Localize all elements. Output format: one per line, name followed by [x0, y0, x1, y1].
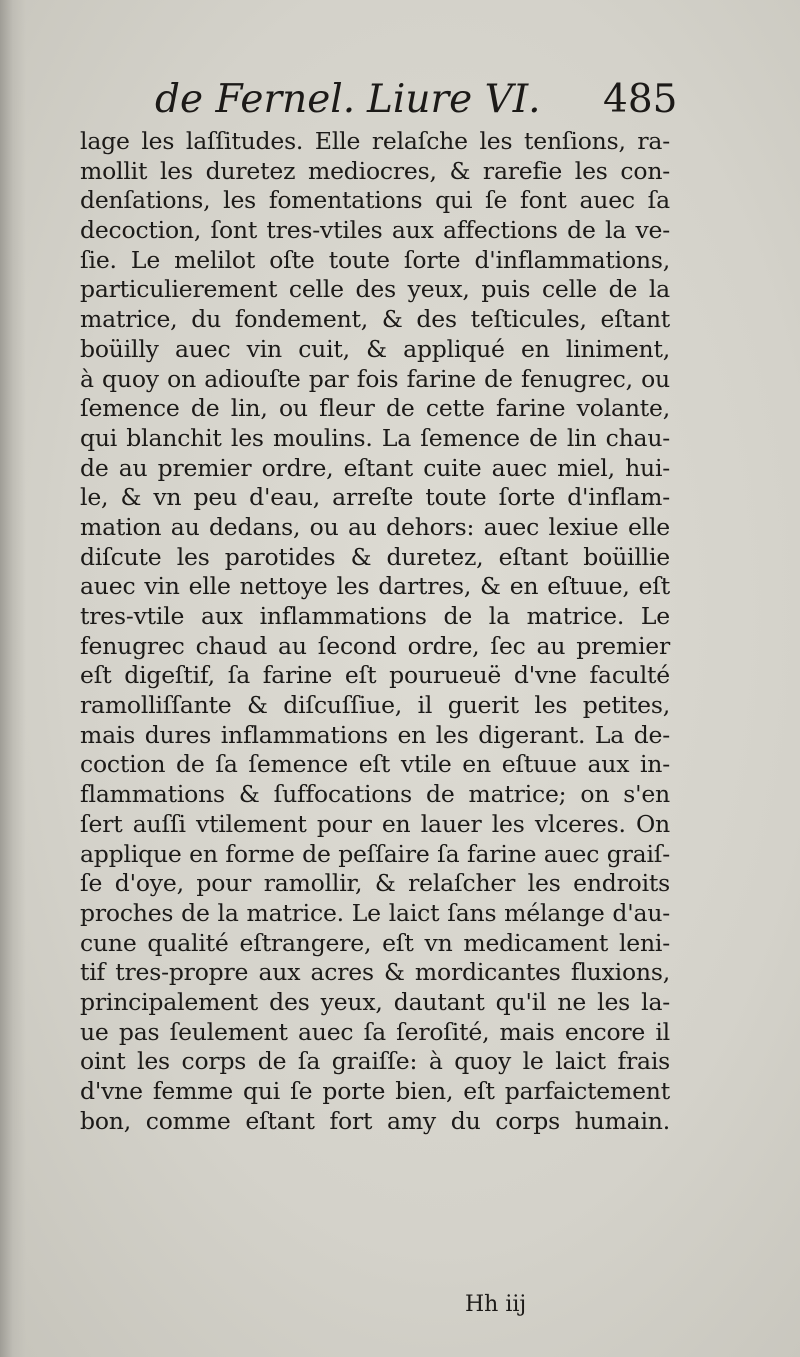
- running-header: [155, 74, 678, 126]
- text-line: qui blanchit les moulins. La ſemence de lin chau-: [80, 423, 670, 452]
- text-line: bon, comme eſtant fort amy du corps humain.: [80, 1106, 670, 1135]
- text-line: boüilly auec vin cuit, & appliqué en liniment,: [80, 334, 670, 363]
- text-line: mais dures inflammations en les digerant. La de-: [80, 720, 670, 749]
- text-line: ſe d'oye, pour ramollir, & relaſcher les endroits: [80, 869, 670, 898]
- text-line: lage les laſſitudes. Elle relaſche les tenſions, ra-: [80, 127, 670, 155]
- running-title-author: de Fernel.: [155, 77, 356, 122]
- text-line: flammations & ſuffocations de matrice; on s'en: [80, 780, 670, 809]
- text-line: tif tres-propre aux acres & mordicantes fluxions,: [80, 958, 670, 987]
- text-line: ſert auſſi vtilement pour en lauer les vlceres. On: [80, 809, 670, 838]
- text-line: de au premier ordre, eſtant cuite auec miel, hui-: [80, 453, 670, 482]
- text-line: fenugrec chaud au ſecond ordre, ſec au premier: [80, 631, 670, 660]
- text-line: decoction, ſont tres-vtiles aux affections de la ve-: [80, 216, 670, 245]
- text-line: auec vin elle nettoye les dartres, & en eſtuue, eſt: [80, 572, 670, 601]
- text-line: coction de ſa ſemence eſt vtile en eſtuue aux in-: [80, 750, 670, 779]
- text-line: cune qualité eſtrangere, eſt vn medicament leni-: [80, 928, 670, 957]
- text-line: ſie. Le melilot oſte toute ſorte d'inflammations,: [80, 245, 670, 274]
- running-title-book: Liure VI.: [367, 77, 541, 122]
- text-line: à quoy on adiouſte par fois farine de fenugrec, ou: [80, 364, 670, 393]
- text-line: ramolliſſante & diſcuſſiue, il guerit les petites,: [80, 691, 670, 720]
- text-line: mation au dedans, ou au dehors: auec lexiue elle: [80, 512, 670, 541]
- page-number: 485: [603, 77, 678, 122]
- text-line: matrice, du fondement, & des teſticules, eſtant: [80, 305, 670, 334]
- binding-shadow: [0, 0, 26, 1357]
- text-line: proches de la matrice. Le laict ſans mélange d'au-: [80, 898, 670, 927]
- text-line: oint les corps de ſa graiſſe: à quoy le laict frais: [80, 1047, 670, 1076]
- text-line: ſemence de lin, ou fleur de cette farine volante,: [80, 394, 670, 423]
- signature-mark: Hh iij: [465, 1292, 527, 1317]
- page-body-text: [80, 127, 670, 1136]
- text-line: principalement des yeux, dautant qu'il ne les la-: [80, 987, 670, 1016]
- text-line: applique en forme de peſſaire ſa farine auec graiſ-: [80, 839, 670, 868]
- text-line: ue pas ſeulement auec ſa ſeroſité, mais encore il: [80, 1017, 670, 1046]
- text-line: eſt digeſtif, ſa farine eſt pourueuë d'vne faculté: [80, 661, 670, 690]
- text-line: denſations, les fomentations qui ſe font auec ſa: [80, 186, 670, 215]
- text-line: mollit les duretez mediocres, & rarefie les con-: [80, 156, 670, 185]
- text-line: le, & vn peu d'eau, arreſte toute ſorte d'inflam-: [80, 483, 670, 512]
- text-line: d'vne femme qui ſe porte bien, eſt parfaictement: [80, 1077, 670, 1105]
- text-line: diſcute les parotides & duretez, eſtant boüillie: [80, 542, 670, 571]
- text-line: particulierement celle des yeux, puis celle de la: [80, 275, 670, 304]
- text-line: tres-vtile aux inflammations de la matrice. Le: [80, 602, 670, 630]
